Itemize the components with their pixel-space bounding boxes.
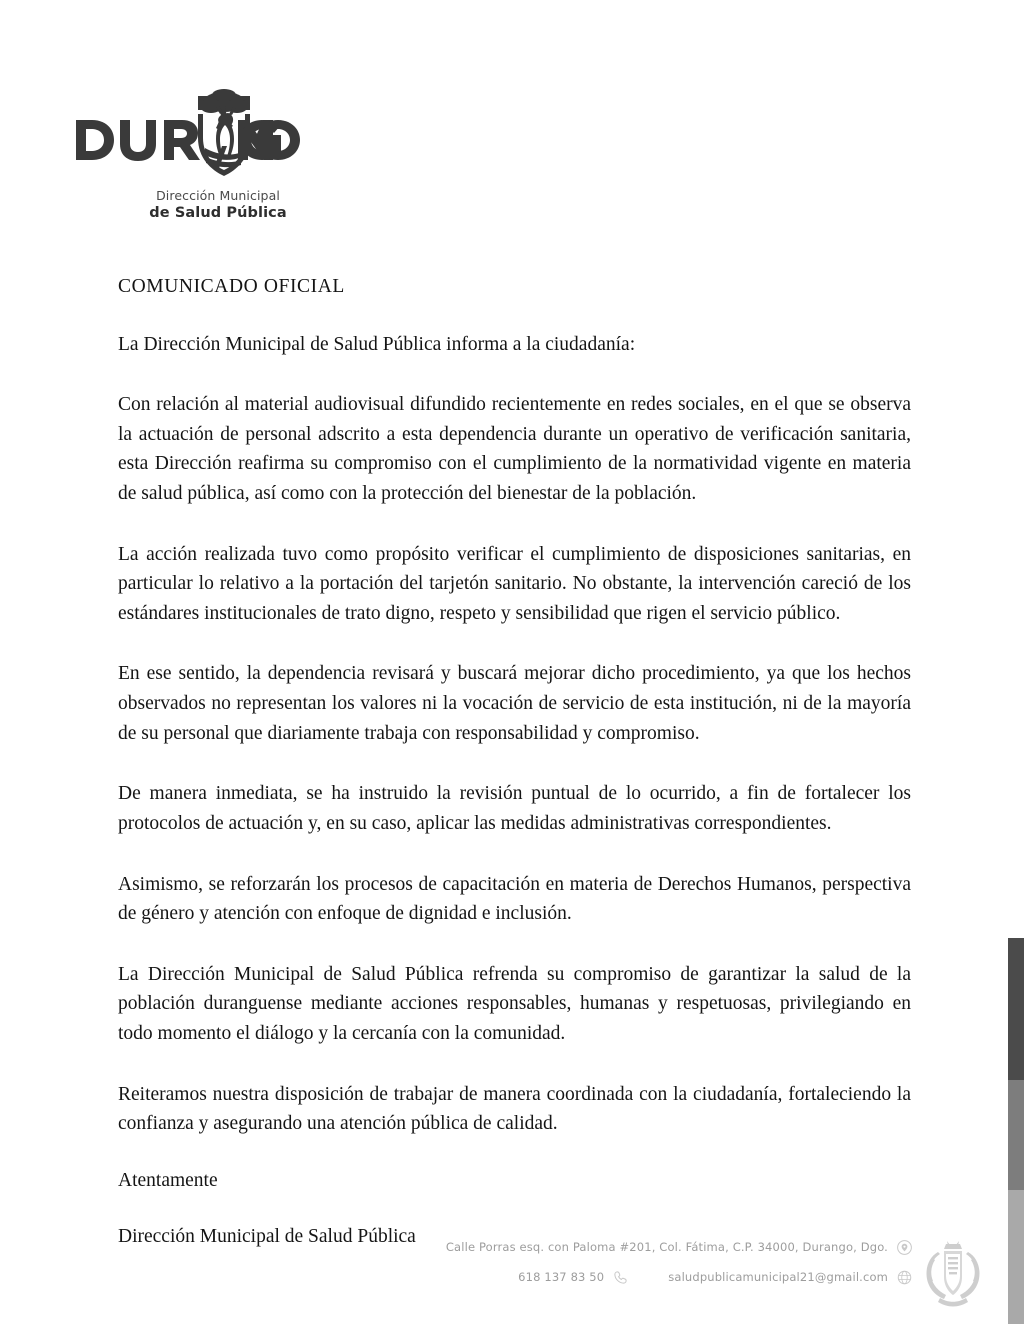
- letterhead-subtitle-line2: de Salud Pública: [149, 204, 287, 221]
- right-edge-image-strip: [1004, 0, 1024, 1324]
- durango-shield-tree-deer-emblem: [72, 86, 304, 182]
- page-title: COMUNICADO OFICIAL: [118, 276, 345, 297]
- paragraph: La acción realizada tuvo como propósito verificar el cumplimiento de disposiciones sanitarias, en particular lo relativo a la portación del tarjetón sanitario. No obstante, la intervención careció de los estándares institucionales de trato digno, respeto y sensibilidad que rigen el servicio público.: [118, 543, 911, 624]
- globe-icon: [897, 1270, 912, 1285]
- salutation: La Dirección Municipal de Salud Pública informa a la ciudadanía:: [118, 334, 636, 355]
- paragraph: La Dirección Municipal de Salud Pública refrenda su compromiso de garantizar la salud de la población duranguense mediante acciones responsables, humanas y respetuosas, privilegiando en todo momento el diálogo y la cercanía con la comunidad.: [118, 963, 911, 1044]
- footer-email-group: [668, 1270, 912, 1285]
- paragraph: Con relación al material audiovisual difundido recientemente en redes sociales, en el que se observa la actuación de personal adscrito a esta dependencia durante un operativo de verificación sanitaria, esta Dirección reafirma su compromiso con el cumplimiento de la normatividad vigente en materia de salud pública, así como con la protección del bienestar de la población.: [118, 394, 911, 504]
- footer-address-text: Calle Porras esq. con Paloma #201, Col. Fátima, C.P. 34000, Durango, Dgo.: [445, 1240, 888, 1254]
- letterhead-subtitle: [106, 188, 330, 222]
- document-footer: [0, 1232, 1004, 1324]
- phone-icon: [613, 1270, 628, 1285]
- footer-contact-line: [0, 1262, 912, 1292]
- footer-phone-text[interactable]: 618 137 83 50: [518, 1270, 605, 1284]
- durango-logo: [72, 86, 332, 182]
- location-pin-icon: [897, 1240, 912, 1255]
- footer-phone-group: [518, 1270, 628, 1285]
- footer-address-line: [0, 1232, 912, 1262]
- letterhead: [72, 86, 332, 222]
- edge-band: [1008, 938, 1024, 1080]
- footer-email-text[interactable]: saludpublicamunicipal21@gmail.com: [668, 1270, 888, 1284]
- paragraph: En ese sentido, la dependencia revisará y buscará mejorar dicho procedimiento, ya que los hechos observados no representan los valores ni la vocación de servicio de esta institución, ni de la mayoría de su personal que diariamente trabaja con responsabilidad y compromiso.: [118, 663, 911, 744]
- signature-block: Dirección Municipal de Salud Pública: [118, 1225, 416, 1247]
- paragraph: Asimismo, se reforzarán los procesos de capacitación en materia de Derechos Humanos, perspectiva de género y atención con enfoque de dignidad e inclusión.: [118, 873, 911, 925]
- edge-band: [1008, 1080, 1024, 1190]
- edge-band: [1008, 1190, 1024, 1324]
- paragraph: De manera inmediata, se ha instruido la revisión puntual de lo ocurrido, a fin de fortalecer los protocolos de actuación y, en su caso, aplicar las medidas administrativas correspondientes.: [118, 783, 911, 834]
- closing-line: Atentamente: [118, 1169, 218, 1191]
- footer-contact-lines: [0, 1232, 912, 1292]
- letterhead-subtitle-line1: Dirección Municipal: [156, 188, 280, 203]
- durango-coat-of-arms-seal: [918, 1238, 988, 1314]
- document-body: [118, 276, 911, 1248]
- paragraph: Reiteramos nuestra disposición de trabajar de manera coordinada con la ciudadanía, fortaleciendo la confianza y asegurando una atención pública de calidad.: [118, 1083, 911, 1135]
